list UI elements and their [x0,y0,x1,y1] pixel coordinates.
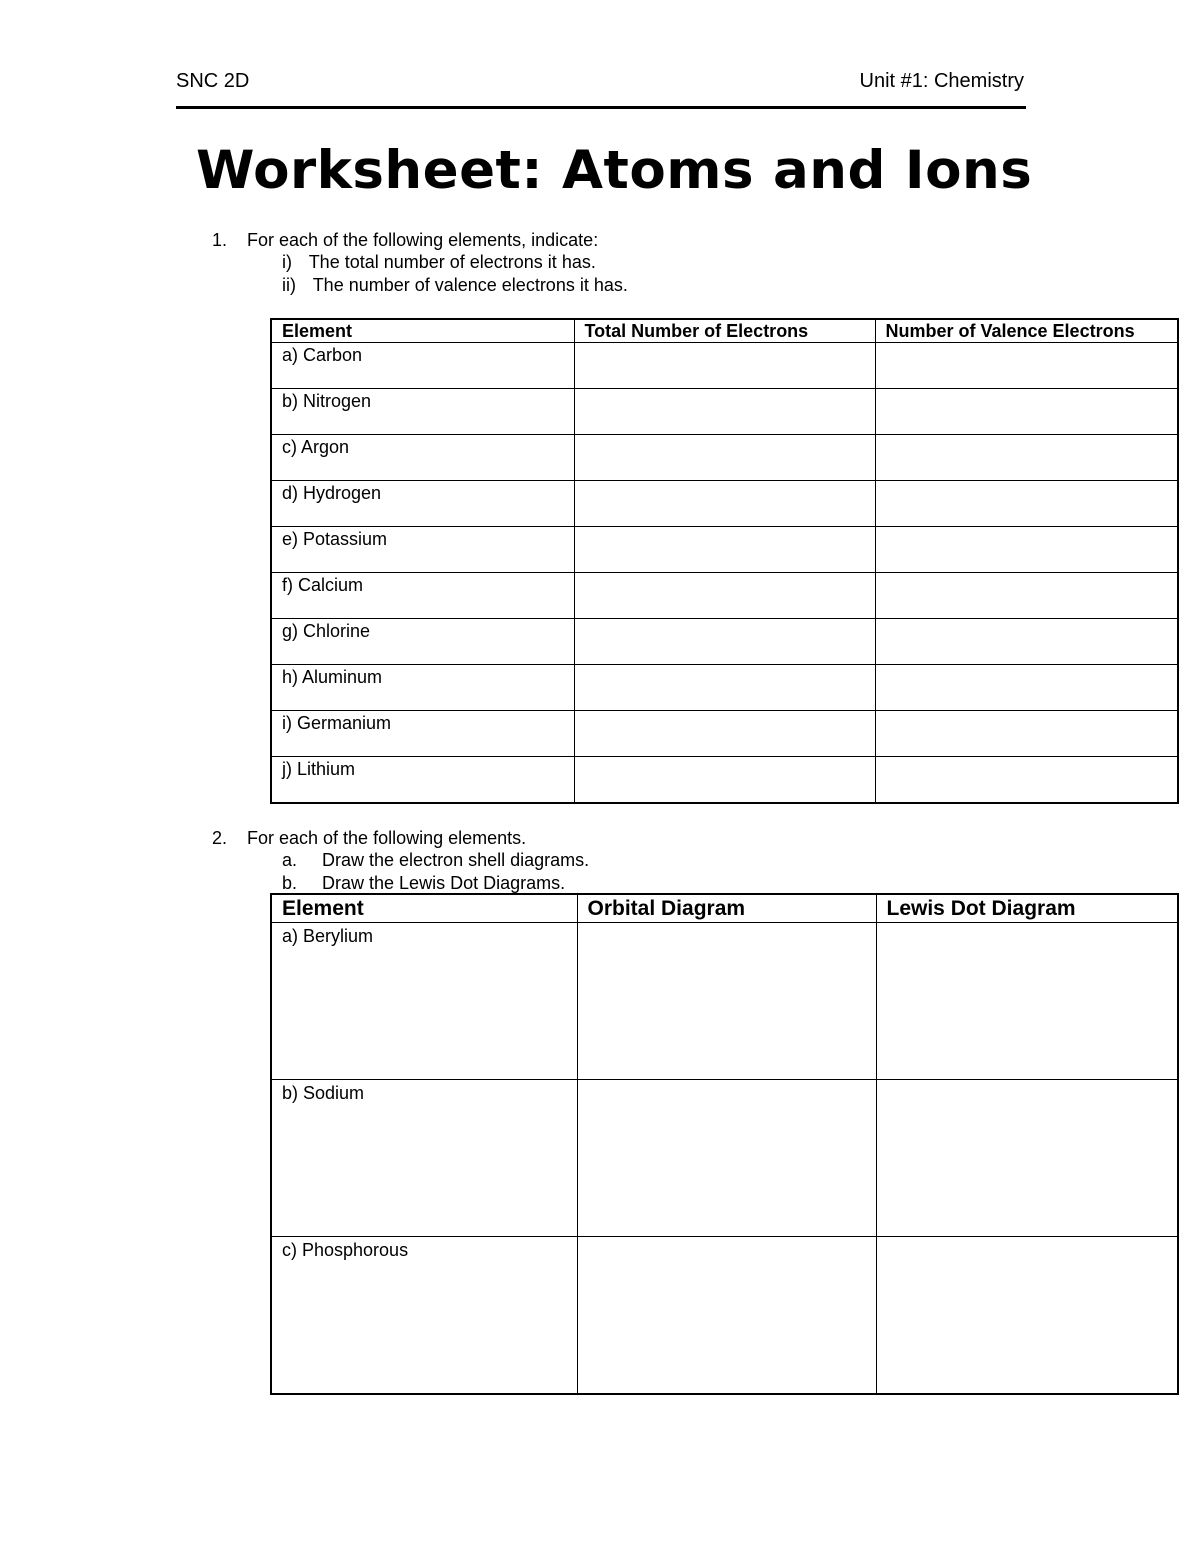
drawing-cell[interactable] [577,1237,876,1395]
answer-cell[interactable] [574,389,875,435]
table-row [271,619,1178,665]
answer-cell[interactable] [875,389,1178,435]
table-row [271,481,1178,527]
answer-cell[interactable] [875,481,1178,527]
question-number: 1. [212,230,228,250]
answer-cell[interactable] [574,757,875,804]
sub-item [282,274,628,297]
electron-count-table [270,318,1179,804]
sub-item-marker: i) [282,252,292,272]
element-cell: f) Calcium [271,573,574,619]
question-1 [212,229,1112,299]
column-header-lewis-dot-diagram: Lewis Dot Diagram [876,894,1178,923]
table-row [271,527,1178,573]
drawing-cell[interactable] [577,1080,876,1237]
question-prompt: For each of the following elements, indicate: [247,230,599,250]
element-cell: h) Aluminum [271,665,574,711]
element-cell: a) Carbon [271,343,574,389]
element-cell: b) Sodium [271,1080,577,1237]
element-cell: d) Hydrogen [271,481,574,527]
column-header-valence-electrons: Number of Valence Electrons [875,319,1178,343]
answer-cell[interactable] [574,573,875,619]
answer-cell[interactable] [574,619,875,665]
element-cell: e) Potassium [271,527,574,573]
table-row [271,665,1178,711]
answer-cell[interactable] [875,665,1178,711]
unit-label: Unit #1: Chemistry [859,70,1024,92]
element-cell: c) Argon [271,435,574,481]
question-2 [212,827,1112,895]
sub-item [282,872,565,895]
table-row [271,573,1178,619]
element-cell: a) Berylium [271,923,577,1080]
answer-cell[interactable] [875,573,1178,619]
answer-cell[interactable] [574,527,875,573]
table-row [271,389,1178,435]
sub-item [282,849,589,872]
answer-cell[interactable] [875,435,1178,481]
table-row [271,1237,1178,1395]
column-header-orbital-diagram: Orbital Diagram [577,894,876,923]
sub-item-text: Draw the electron shell diagrams. [322,850,590,870]
table-row [271,1080,1178,1237]
table-header-row [271,319,1178,343]
table-row [271,343,1178,389]
table-row [271,923,1178,1080]
column-header-total-electrons: Total Number of Electrons [574,319,875,343]
table-row [271,435,1178,481]
element-cell: j) Lithium [271,757,574,804]
sub-item-text: The total number of electrons it has. [308,252,596,272]
drawing-cell[interactable] [876,1080,1178,1237]
drawing-cell[interactable] [876,923,1178,1080]
answer-cell[interactable] [875,711,1178,757]
page-title: Worksheet: Atoms and Ions [196,140,1033,201]
sub-item [282,251,596,274]
sub-item-text: Draw the Lewis Dot Diagrams. [322,873,566,893]
question-number: 2. [212,828,228,848]
answer-cell[interactable] [875,527,1178,573]
answer-cell[interactable] [574,343,875,389]
answer-cell[interactable] [875,757,1178,804]
sub-item-text: The number of valence electrons it has. [312,275,628,295]
drawing-cell[interactable] [577,923,876,1080]
element-cell: b) Nitrogen [271,389,574,435]
table-row [271,711,1178,757]
answer-cell[interactable] [574,665,875,711]
table-row [271,757,1178,804]
column-header-element: Element [271,319,574,343]
answer-cell[interactable] [875,343,1178,389]
page-header [176,70,1026,109]
question-prompt: For each of the following elements. [247,828,527,848]
answer-cell[interactable] [574,481,875,527]
drawing-cell[interactable] [876,1237,1178,1395]
column-header-element: Element [271,894,577,923]
element-cell: g) Chlorine [271,619,574,665]
table-header-row [271,894,1178,923]
element-cell: i) Germanium [271,711,574,757]
answer-cell[interactable] [574,711,875,757]
sub-item-marker: ii) [282,275,296,295]
sub-item-marker: a. [282,850,298,870]
sub-item-marker: b. [282,873,298,893]
course-code: SNC 2D [176,70,250,92]
answer-cell[interactable] [574,435,875,481]
diagram-table [270,893,1179,1395]
answer-cell[interactable] [875,619,1178,665]
element-cell: c) Phosphorous [271,1237,577,1395]
